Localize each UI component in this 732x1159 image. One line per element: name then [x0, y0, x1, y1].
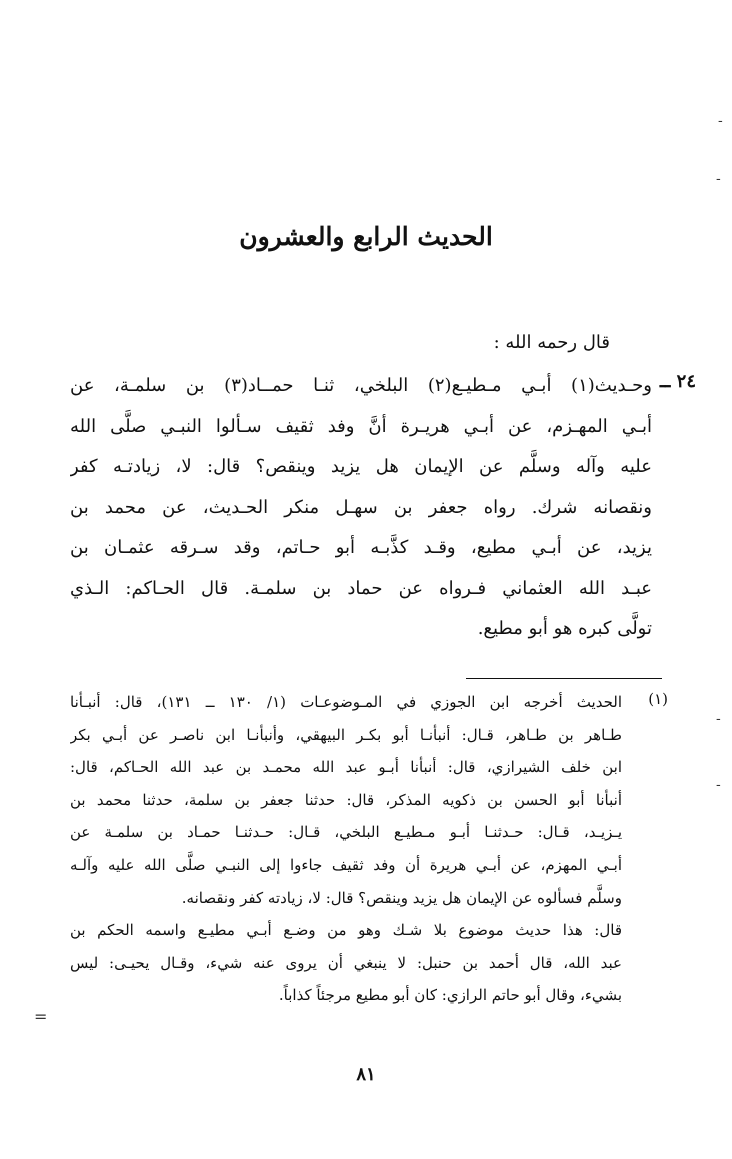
intro-text: قال رحمه الله : — [493, 332, 610, 353]
footnote-line: يـزيـد، قـال: حـدثنـا أبـو مـطيـع البلخي، قـال: حـدثنـا حمـاد بن سلمـة عن — [70, 823, 622, 842]
footnote-line: أبـي المهزم، عن أبـي هريرة أن وفد ثقيف جاءوا إلى النبـي صلَّى الله عليه وآلـه — [70, 855, 622, 874]
edge-mark: - — [716, 171, 721, 187]
footnote-divider — [466, 678, 662, 679]
edge-mark: = — [34, 1007, 48, 1026]
hadith-text — [70, 366, 696, 650]
footnote — [70, 686, 668, 1012]
hadith-line: يزيد، عن أبـي مطيع، وقـد كذَّبـه أبو حـاتم، وقد سـرقه عثمـان بن — [70, 537, 652, 558]
footnote-line: قال: هذا حديث موضوع بلا شـك وهو من وضـع أبـي مطيـع واسمه الحكم بن — [70, 921, 622, 940]
hadith-number: ٢٤ ــ — [659, 371, 696, 392]
hadith-line: ونقصانه شرك. رواه جعفر بن سهـل منكر الحـديث، عن محمد بن — [70, 496, 652, 518]
hadith-line: عليه وآله وسلَّم عن الإيمان هل يزيد وينقص؟ قال: لا، زيادتـه كفر — [70, 456, 652, 477]
page-number: ٨١ — [356, 1064, 376, 1085]
footnote-line: عبد الله، قال أحمد بن حنبل: لا ينبغي أن يروى عنه شيء، وقـال يحيـى: ليس — [70, 953, 622, 972]
edge-mark: - — [716, 777, 721, 793]
footnote-number: (١) — [648, 690, 668, 708]
footnote-line: أنبأنا أبو الحسن بن ذكويه المذكر، قال: حدثنا جعفر بن سلمة، حدثنا محمد بن — [70, 790, 622, 809]
footnote-line: بشيء، وقال أبو حاتم الرازي: كان أبو مطيع مرجئاً كذاباً. — [278, 986, 622, 1005]
hadith-line: تولَّى كبره هو أبو مطيع. — [477, 618, 652, 639]
edge-mark: - — [718, 113, 723, 129]
page-title: الحديث الرابع والعشرون — [239, 222, 493, 251]
footnote-line: الحديث أخرجه ابن الجوزي في المـوضوعـات (١/ ١٣٠ ــ ١٣١)، قال: أنبـأنا — [70, 693, 622, 711]
footnote-line: طـاهر بن طـاهر، قـال: أنبأنـا أبو بكـر البيهقي، وأنبأنـا ابن ناصـر عن أبـي بكر — [70, 725, 622, 744]
footnote-line: وسلَّم فسألوه عن الإيمان هل يزيد وينقص؟ قال: لا، زيادته كفر ونقصانه. — [181, 888, 622, 907]
hadith-line: أبـي المهـزم، عن أبـي هريـرة أنَّ وفد ثقيف سـألوا النبـي صلَّى الله — [70, 415, 652, 437]
hadith-line: عبـد الله العثماني فـرواه عن حماد بن سلمـة. قال الحـاكم: الـذي — [70, 577, 652, 599]
edge-mark: - — [716, 711, 721, 727]
hadith-line: وحـديث(١) أبـي مـطيـع(٢) البلخي، ثنـا حمــاد(٣) بن سلمـة، عن — [70, 375, 652, 396]
footnote-line: ابن خلف الشيرازي، قال: أنبأنا أبـو عبد الله محمـد بن عبد الله الحـاكم، قال: — [70, 758, 622, 777]
